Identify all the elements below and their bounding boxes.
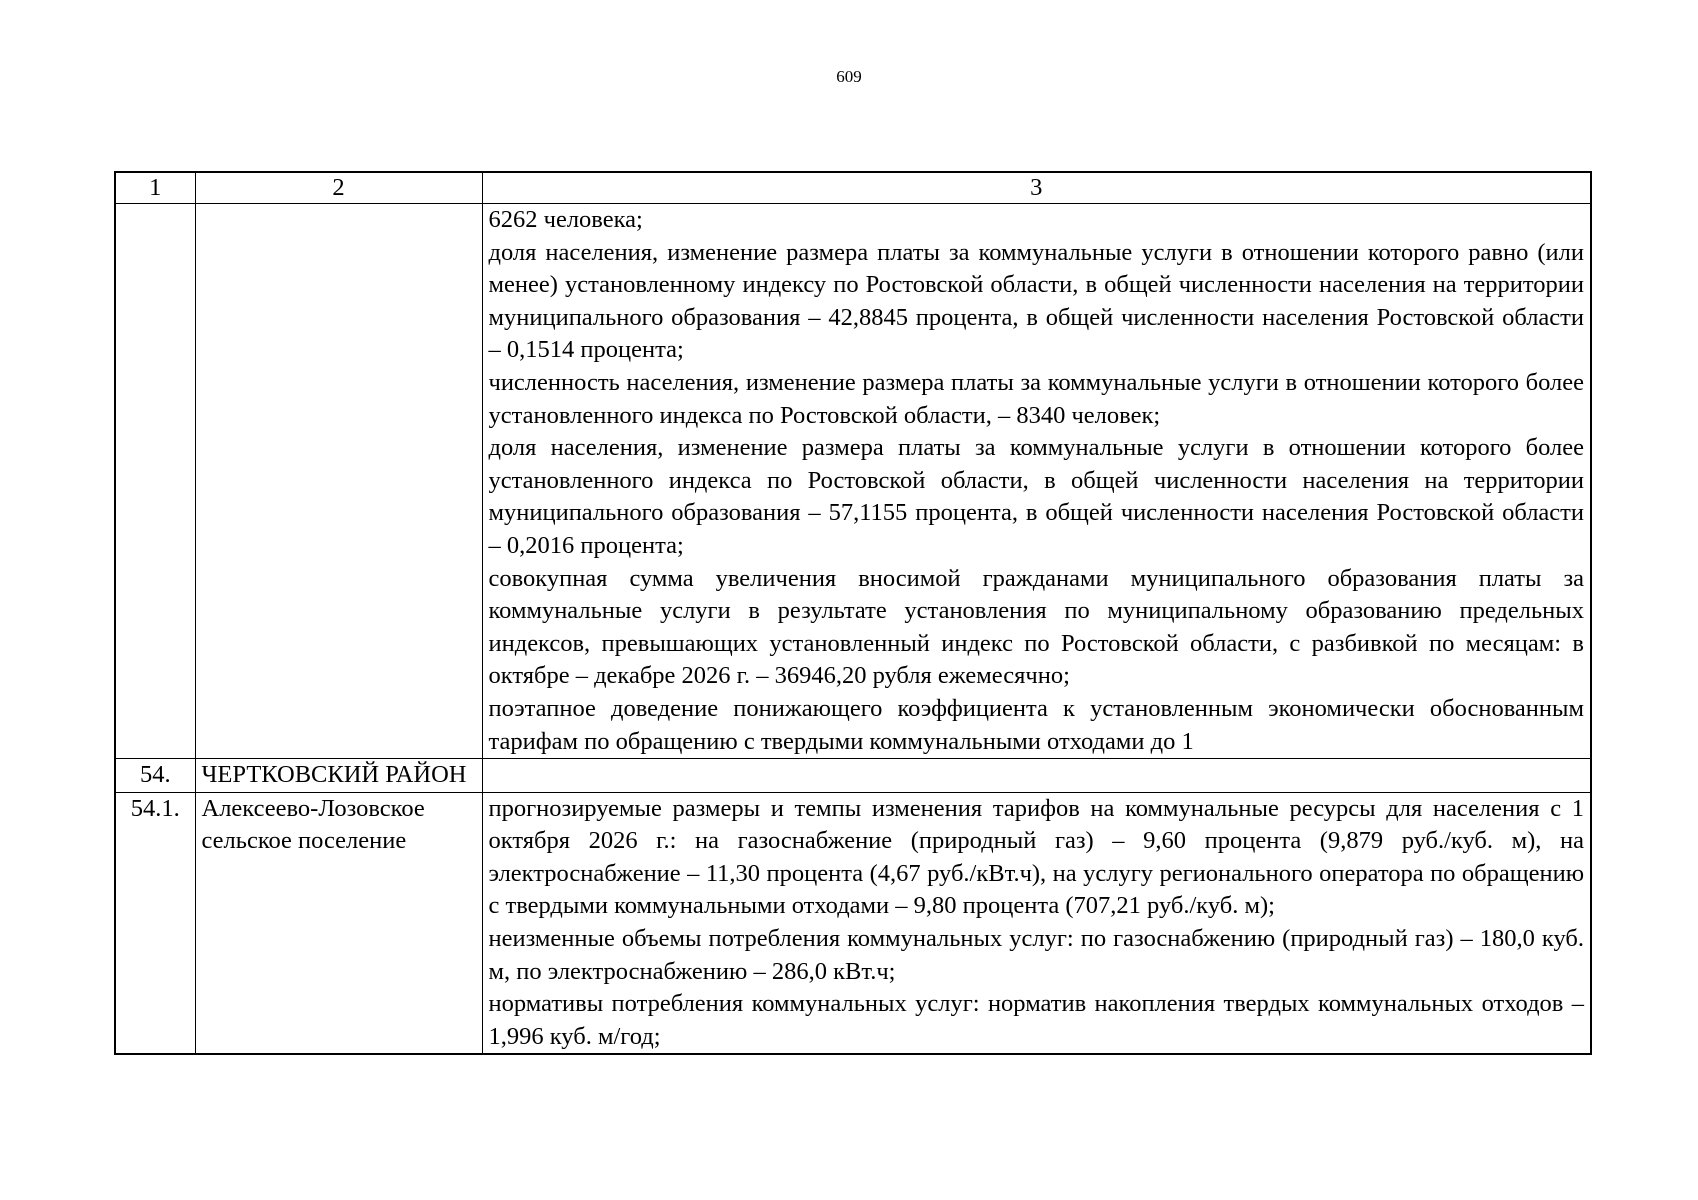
tariff-table (114, 171, 1592, 1055)
paragraph: нормативы потребления коммунальных услуг: норматив накопления твердых коммунальных отходов – 1,996 куб. м/год; (488, 990, 1584, 1050)
paragraph: поэтапное доведение понижающего коэффициента к установленным экономически обоснованным тарифам по обращению с твердыми коммунальными отходами до 1 (488, 694, 1584, 755)
row-text-cell (482, 792, 1591, 1054)
row-number-cell: 54. (115, 759, 195, 793)
paragraph: совокупная сумма увеличения вносимой гражданами муниципального образования платы за коммунальные услуги в результате установления по муниципальному образованию предельных индексов, превышающих установленный индекс по Ростовской области, с разбивкой по месяцам: в октябре – декабре 2026 г. – 36946,20 рубля ежемесячно; (488, 564, 1584, 690)
column-header-1: 1 (115, 172, 195, 204)
paragraph: 6262 человека; (488, 206, 643, 233)
row-number-cell: 54.1. (115, 792, 195, 1054)
row-text-cell (482, 204, 1591, 759)
page-number: 609 (836, 67, 862, 86)
paragraph: доля населения, изменение размера платы за коммунальные услуги в отношении которого более установленного индекса по Ростовской области, в общей численности населения на территории муниципального образования – 57,1155 процента, в общей численности населения Ростовской области – 0,2016 процента; (488, 434, 1584, 559)
row-number-cell (115, 204, 195, 759)
paragraph: доля населения, изменение размера платы за коммунальные услуги в отношении которого равно (или менее) установленному индексу по Ростовской области, в общей численности населения на территории муниципального образования – 42,8845 процента, в общей численности населения Ростовской области – 0,1514 процента; (488, 238, 1584, 364)
table-row-district (115, 759, 1591, 793)
table-row-settlement (115, 792, 1591, 1054)
paragraph: численность населения, изменение размера платы за коммунальные услуги в отношении которого более установленного индекса по Ростовской области, – 8340 человек; (488, 368, 1584, 429)
row-name-cell (195, 204, 482, 759)
column-header-2: 2 (195, 172, 482, 204)
paragraph: неизменные объемы потребления коммунальных услуг: по газоснабжению (природный газ) – 180,0 куб. м, по электроснабжению – 286,0 кВт.ч; (488, 925, 1584, 985)
table-row-continued (115, 204, 1591, 759)
district-name-cell: ЧЕРТКОВСКИЙ РАЙОН (195, 759, 482, 793)
row-text-cell (482, 759, 1591, 793)
column-header-3: 3 (482, 172, 1591, 204)
table-header-row (115, 172, 1591, 204)
paragraph: прогнозируемые размеры и темпы изменения тарифов на коммунальные ресурсы для населения с 1 октября 2026 г.: на газоснабжение (природный газ) – 9,60 процента (9,879 руб./куб. м), на электроснабжение – 11,30 процента (4,67 руб./кВт.ч), на услугу регионального оператора по обращению с твердыми коммунальными отходами – 9,80 процента (707,21 руб./куб. м); (488, 794, 1584, 920)
settlement-name-cell: Алексеево-Лозовское сельское поселение (195, 792, 482, 1054)
